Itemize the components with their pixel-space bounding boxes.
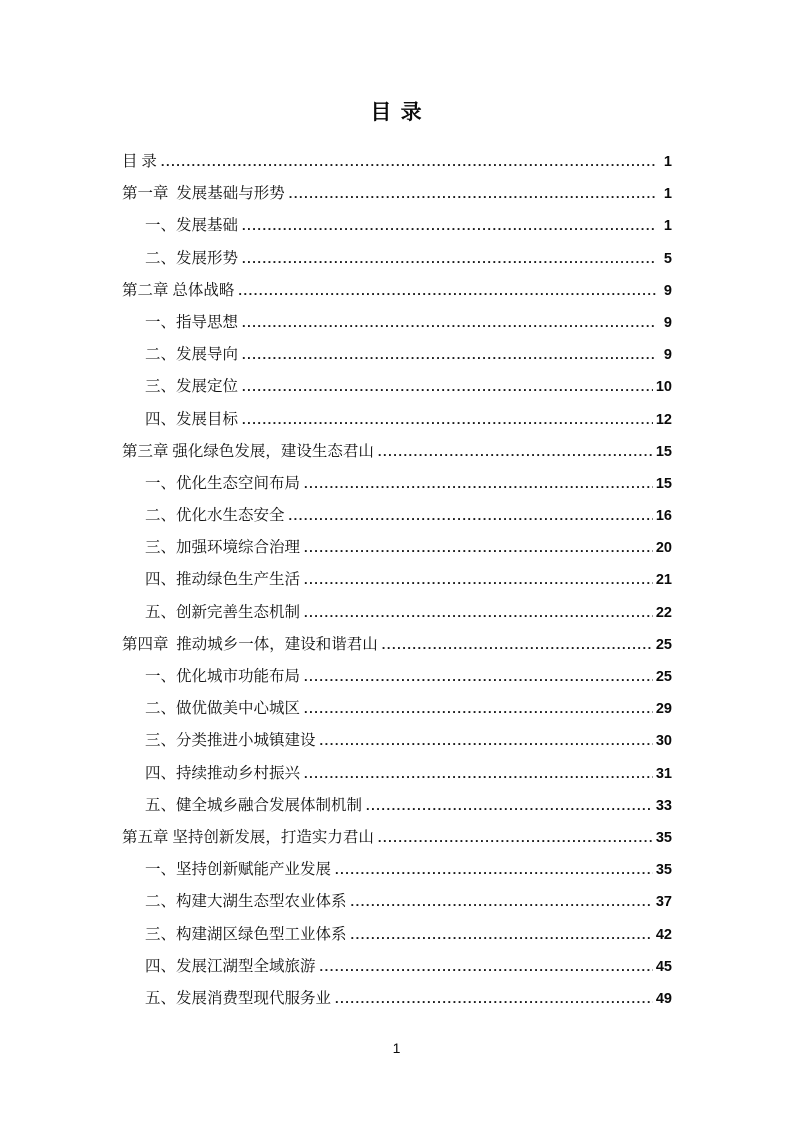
toc-entry[interactable]	[122, 854, 672, 886]
toc-entry-label: 二、构建大湖生态型农业体系	[145, 893, 347, 911]
toc-entry[interactable]	[122, 532, 672, 564]
toc-entry-page: 30	[655, 733, 672, 750]
toc-entry[interactable]	[122, 500, 672, 532]
toc-entry-page: 25	[655, 636, 672, 653]
toc-entry-label: 一、优化城市功能布局	[145, 668, 301, 685]
dot-leader	[320, 951, 653, 983]
dot-leader	[335, 854, 653, 886]
toc-entry-page: 15	[655, 443, 672, 460]
toc-entry-page: 35	[655, 829, 672, 846]
toc-entry[interactable]	[122, 339, 672, 371]
toc-entry-page: 45	[655, 958, 672, 975]
toc-entry[interactable]	[122, 146, 672, 178]
toc-entry-label: 目 录	[122, 153, 157, 170]
toc-entry[interactable]	[122, 919, 672, 951]
toc-entry-label: 五、发展消费型现代服务业	[145, 989, 332, 1007]
toc-entry-page: 1	[663, 154, 672, 170]
toc-entry-label: 第四章 推动城乡一体，建设和谐君山	[122, 635, 378, 653]
dot-leader	[351, 886, 653, 918]
dot-leader	[238, 275, 657, 307]
toc-entry-label: 四、发展目标	[145, 410, 239, 428]
toc-entry-page: 9	[663, 282, 672, 299]
toc-entry[interactable]	[122, 983, 672, 1015]
toc-entry[interactable]	[122, 275, 672, 307]
toc-entry-label: 第一章 发展基础与形势	[122, 185, 285, 203]
dot-leader	[378, 822, 653, 854]
dot-leader	[320, 725, 653, 757]
toc-entry-page: 37	[655, 894, 672, 911]
toc-entry-label: 三、构建湖区绿色型工业体系	[145, 925, 347, 943]
dot-leader	[161, 146, 657, 178]
toc-entry-label: 二、发展形势	[145, 249, 239, 267]
dot-leader	[304, 597, 653, 629]
toc-entry[interactable]	[122, 243, 672, 275]
dot-leader	[242, 243, 657, 275]
toc-entry-label: 二、发展导向	[145, 346, 239, 364]
toc-entry-label: 五、创新完善生态机制	[145, 603, 301, 621]
toc-entry-label: 四、持续推动乡村振兴	[145, 764, 301, 782]
toc-entry-label: 四、推动绿色生产生活	[145, 571, 301, 589]
dot-leader	[382, 629, 653, 661]
toc-entry-label: 第三章 强化绿色发展，建设生态君山	[122, 442, 374, 460]
toc-entry[interactable]	[122, 693, 672, 725]
toc-entry[interactable]	[122, 468, 672, 500]
toc-entry-page: 31	[655, 765, 672, 782]
toc-list	[122, 146, 672, 1015]
dot-leader	[242, 210, 657, 242]
dot-leader	[242, 307, 657, 339]
toc-entry-page: 25	[655, 669, 672, 685]
toc-entry-page: 1	[663, 186, 672, 203]
toc-entry-label: 第五章 坚持创新发展，打造实力君山	[122, 828, 374, 846]
toc-entry-page: 12	[655, 411, 672, 428]
toc-entry-page: 20	[655, 540, 672, 557]
toc-entry[interactable]	[122, 404, 672, 436]
toc-entry-page: 35	[655, 862, 672, 879]
dot-leader	[242, 371, 653, 403]
dot-leader	[289, 500, 653, 532]
toc-entry[interactable]	[122, 371, 672, 403]
toc-entry-label: 四、发展江湖型全域旅游	[145, 957, 316, 975]
dot-leader	[304, 758, 653, 790]
toc-entry-label: 一、优化生态空间布局	[145, 474, 301, 492]
toc-entry[interactable]	[122, 178, 672, 210]
toc-entry[interactable]	[122, 951, 672, 983]
toc-entry[interactable]	[122, 661, 672, 693]
toc-entry-page: 21	[655, 572, 672, 589]
toc-entry[interactable]	[122, 597, 672, 629]
toc-entry[interactable]	[122, 210, 672, 242]
toc-entry-label: 一、坚持创新赋能产业发展	[145, 861, 332, 879]
dot-leader	[304, 532, 653, 564]
toc-entry-label: 三、加强环境综合治理	[145, 539, 301, 557]
toc-entry-page: 16	[655, 508, 672, 525]
toc-entry[interactable]	[122, 822, 672, 854]
toc-entry[interactable]	[122, 725, 672, 757]
toc-entry-page: 29	[655, 701, 672, 718]
toc-entry[interactable]	[122, 436, 672, 468]
dot-leader	[304, 468, 653, 500]
dot-leader	[351, 919, 653, 951]
toc-entry-page: 22	[655, 604, 672, 621]
toc-entry-label: 一、指导思想	[145, 313, 239, 331]
toc-entry-page: 15	[655, 475, 672, 492]
toc-entry-label: 第二章 总体战略	[122, 281, 235, 299]
dot-leader	[304, 564, 653, 596]
toc-entry-page: 9	[663, 314, 672, 331]
toc-entry-page: 5	[663, 250, 672, 267]
dot-leader	[304, 693, 653, 725]
dot-leader	[366, 790, 653, 822]
dot-leader	[242, 404, 653, 436]
dot-leader	[304, 661, 653, 693]
toc-entry-page: 1	[663, 218, 672, 235]
toc-entry-label: 二、优化水生态安全	[145, 507, 285, 525]
toc-entry[interactable]	[122, 790, 672, 822]
toc-entry-label: 三、分类推进小城镇建设	[145, 732, 316, 750]
page-number: 1	[392, 1040, 401, 1056]
toc-entry-label: 五、健全城乡融合发展体制机制	[145, 796, 363, 814]
toc-entry[interactable]	[122, 307, 672, 339]
dot-leader	[378, 436, 653, 468]
toc-entry[interactable]	[122, 886, 672, 918]
dot-leader	[242, 339, 657, 371]
toc-entry-page: 33	[655, 797, 672, 814]
toc-entry-page: 10	[655, 379, 672, 396]
page-title: 目 录	[370, 100, 424, 124]
dot-leader	[335, 983, 653, 1015]
toc-entry-label: 一、发展基础	[145, 217, 239, 235]
toc-entry[interactable]	[122, 629, 672, 661]
toc-entry-page: 42	[655, 926, 672, 943]
toc-entry-label: 三、发展定位	[145, 378, 239, 396]
dot-leader	[289, 178, 657, 210]
toc-entry-page: 9	[663, 347, 672, 364]
toc-entry-label: 二、做优做美中心城区	[145, 700, 301, 718]
toc-entry[interactable]	[122, 564, 672, 596]
toc-entry[interactable]	[122, 758, 672, 790]
toc-entry-page: 49	[655, 990, 672, 1007]
